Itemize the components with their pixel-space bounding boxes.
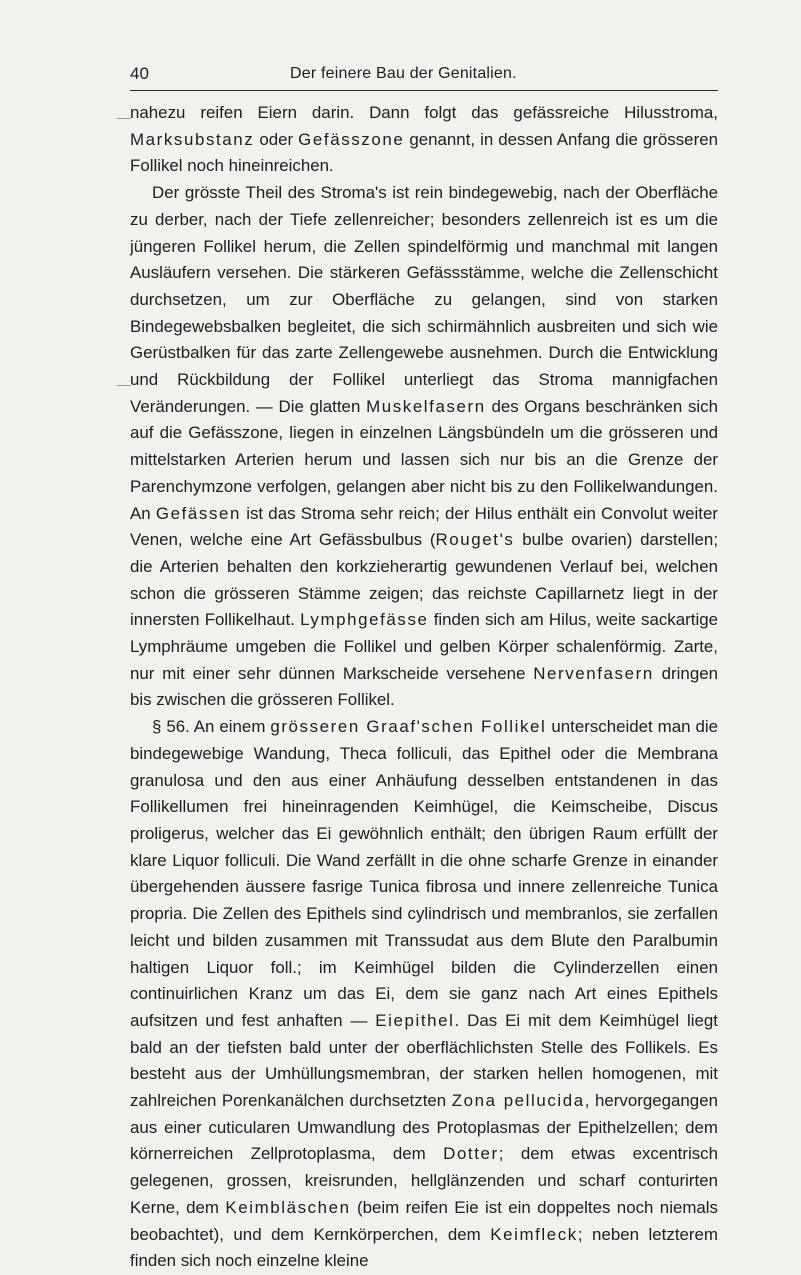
spaced-term: Muskelfasern [366, 396, 486, 416]
page-header [130, 52, 716, 82]
text-run: ; dem etwas excentrisch gelegenen, grossen, kreisrunden, hellglänzenden und scharf conturirten Kerne, dem [130, 1144, 718, 1217]
text-run: nahezu reifen Eiern darin. Dann folgt das gefässreiche Hilusstroma, [130, 103, 718, 122]
text-run: des Organs beschränken sich auf die Gefässzone, liegen in einzelnen Längsbündeln um die grösseren und mittelstarken Arterien herum und lassen sich nur bis an die Grenze der Parenchymzone verfolgen, gelangen aber nicht bis zu den Follikelwandungen. An [130, 396, 718, 523]
paragraph [130, 714, 718, 1275]
text-run: Der grösste Theil des Stroma's ist rein bindegewebig, nach der Oberfläche zu derber, nach der Tiefe zellenreicher; besonders zellenreich ist es um die jüngeren Follikel herum, die Zellen spindelförmig und manchmal mit langen Ausläufern versehen. Die stärkeren Gefässstämme, welche die Zellenschicht durchsetzen, um zur Oberfläche zu gelangen, sind von starken Bindegewebsbalken begleitet, die sich schirmähnlich ausbreiten und sich wie Gerüstbalken für das zarte Zellengewebe ausnehmen. Durch die Entwicklung und Rückbildung der Follikel unterliegt das Stroma mannigfachen Veränderungen. — Die glatten [130, 183, 718, 416]
spaced-term: Zona pellucida [451, 1091, 585, 1111]
text-run: oder [254, 129, 299, 149]
text-run: finden sich am Hilus, weite sackartige Lymphräume umgeben die Follikel und gelben Körper schalenförmig. Zarte, nur mit einer sehr dünnen Markscheide versehene [130, 610, 719, 683]
spaced-term: Marksubstanz [130, 129, 255, 149]
header-rule [130, 90, 718, 91]
page-number: 40 [130, 64, 149, 83]
spaced-term: Dotter [443, 1144, 499, 1164]
margin-mark [117, 385, 131, 387]
spaced-term: Nervenfasern [533, 663, 654, 683]
spaced-term: Keimbläschen [225, 1197, 351, 1217]
text-run: ist das Stroma sehr reich; der Hilus enthält ein Convolut weiter Venen, welche eine Art Gefässbulbus ( [130, 503, 718, 550]
body-text [130, 100, 718, 1275]
spaced-term: Eiepithel [375, 1010, 455, 1030]
spaced-term: Rouget's [435, 530, 515, 550]
spaced-term: Gefässzone [298, 129, 405, 149]
text-run: , hervorgegangen aus einer cuticularen Umwandlung des Protoplasmas der Epithelzellen; dem körnerreichen Zellprotoplasma, dem [130, 1091, 718, 1164]
text-run: unterscheidet man die bindegewebige Wandung, Theca folliculi, das Epithel oder die Membrana granulosa und den aus einer Anhäufung desselben entstandenen in das Follikellumen frei hineinragenden Keimhügel, die Keimscheibe, Discus proligerus, welcher das Ei gewöhnlich enthält; den übrigen Raum erfüllt der klare Liquor folliculi. Die Wand zerfällt in die ohne scharfe Grenze in einander übergehenden äussere fasrige Tunica fibrosa und innere zellenreiche Tunica propria. Die Zellen des Epithels sind cylindrisch und membranlos, sie zerfallen leicht und bilden zusammen mit Transsudat aus dem Blute den Paralbumin haltigen Liquor foll.; im Keimhügel bilden die Cylinderzellen einen continuirlichen Kranz um das Ei, dem sie ganz nach Art eines Epithels aufsitzen und fest anhaften — [130, 717, 718, 1030]
spaced-term: Lymphgefässe [300, 610, 429, 630]
text-run: ; neben letzterem finden sich noch einzelne kleine [130, 1224, 718, 1271]
spaced-term: Keimfleck [490, 1224, 578, 1244]
paragraph [130, 100, 718, 180]
running-head: Der feinere Bau der Genitalien. [290, 65, 517, 82]
text-run: dringen bis zwischen die grösseren Follikel. [130, 663, 718, 710]
text-run: . Das Ei mit dem Keimhügel liegt bald an der tiefsten bald unter der oberflächlichsten Stelle des Follikels. Es besteht aus der Umhüllungsmembran, der starken hellen homogenen, mit zahlreichen Porenkanälchen durchsetzten [130, 1010, 718, 1111]
margin-mark [117, 118, 131, 120]
text-run: bulbe ovarien) darstellen; die Arterien behalten den korkzieherartig gewundenen Verlauf bei, welchen schon die grösseren Stämme zeigen; das reichste Capillarnetz liegt in der innersten Follikelhaut. [130, 530, 719, 630]
text-run: genannt, in dessen Anfang die grösseren Follikel noch hineinreichen. [130, 129, 718, 176]
paragraph [130, 180, 718, 714]
text-run: § 56. An einem [152, 717, 271, 737]
text-run: (beim reifen Eie ist ein doppeltes noch niemals beobachtet), und dem Kernkörperchen, dem [130, 1197, 718, 1244]
spaced-term: Gefässen [155, 503, 241, 523]
spaced-term: grösseren Graaf'schen Follikel [270, 717, 547, 737]
